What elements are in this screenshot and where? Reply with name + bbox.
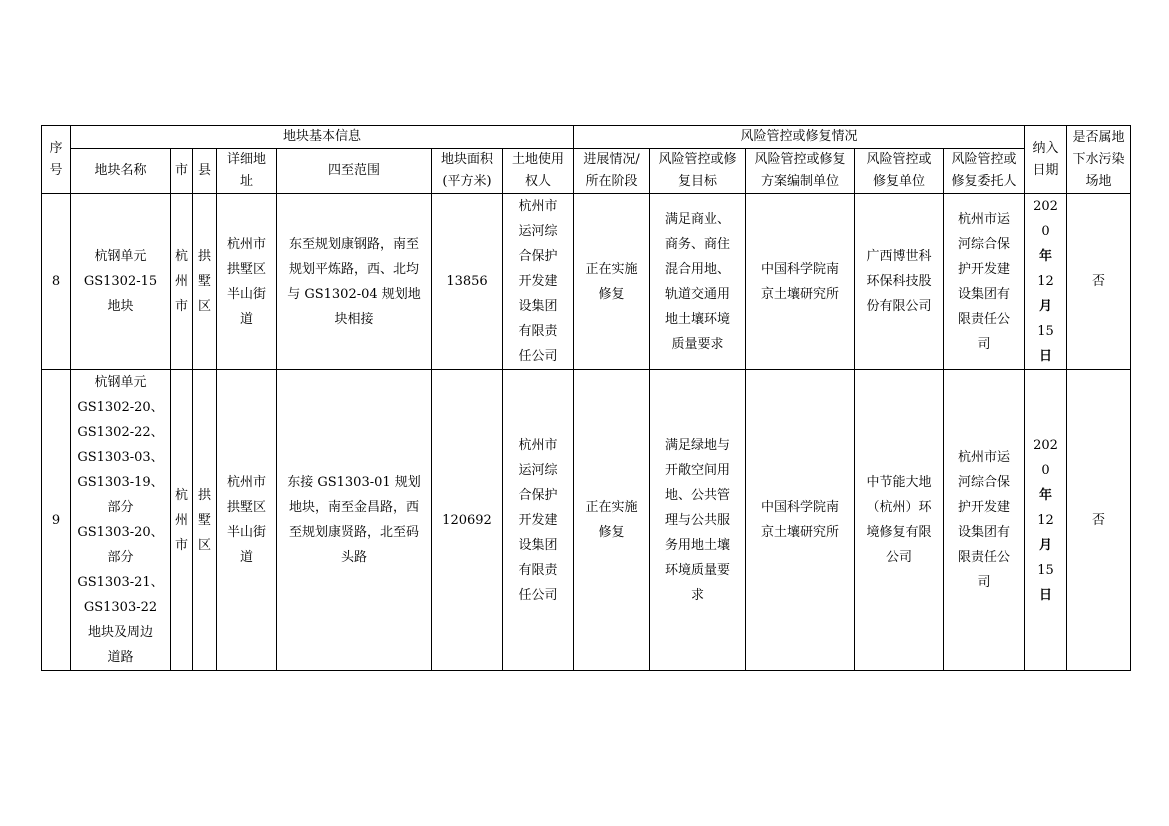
date-month-unit: 月: [1039, 537, 1053, 553]
table-row: [42, 370, 1131, 671]
header-target: 风险管控或修 复目标: [650, 149, 746, 194]
date-day: 15: [1037, 324, 1054, 339]
header-plan-unit: 风险管控或修复 方案编制单位: [746, 149, 855, 194]
cell-county: 拱 墅 区: [193, 194, 217, 370]
cell-area: 13856: [432, 194, 503, 370]
header-county: 县: [193, 149, 217, 194]
date-year-unit: 年: [1039, 487, 1053, 503]
cell-include-date: [1025, 370, 1067, 671]
header-boundary: 四至范围: [277, 149, 432, 194]
date-month: 12: [1037, 274, 1054, 289]
date-year: 202 0: [1033, 437, 1058, 478]
cell-county: 拱 墅 区: [193, 370, 217, 671]
cell-progress: 正在实施 修复: [574, 194, 650, 370]
cell-name: 杭钢单元 GS1302-20、 GS1302-22、 GS1303-03、 GS1303-19、 部分 GS1303-20、 部分 GS1303-21、 GS1303-22 地块及周边 道路: [71, 370, 171, 671]
header-client: 风险管控或 修复委托人: [944, 149, 1025, 194]
table-row: [42, 194, 1131, 370]
cell-boundary: 东至规划康钢路，南至 规划平炼路，西、北均 与 GS1302-04 规划地 块相接: [277, 194, 432, 370]
header-area: 地块面积 (平方米): [432, 149, 503, 194]
cell-repair-unit: 广西博世科 环保科技股 份有限公司: [855, 194, 944, 370]
header-repair-unit: 风险管控或 修复单位: [855, 149, 944, 194]
cell-city: 杭 州 市: [171, 370, 193, 671]
header-basic-info: 地块基本信息: [71, 126, 574, 149]
date-day: 15: [1037, 562, 1054, 578]
cell-boundary: 东接 GS1303-01 规划 地块，南至金昌路，西 至规划康贤路，北至码 头路: [277, 370, 432, 671]
cell-target: 满足绿地与 开敞空间用 地、公共管 理与公共服 务用地土壤 环境质量要 求: [650, 370, 746, 671]
header-address: 详细地 址: [217, 149, 277, 194]
header-land-user: 土地使用 权人: [503, 149, 574, 194]
cell-plan-unit: 中国科学院南 京土壤研究所: [746, 194, 855, 370]
cell-progress: 正在实施 修复: [574, 370, 650, 671]
cell-seq: 9: [42, 370, 71, 671]
cell-city: 杭 州 市: [171, 194, 193, 370]
cell-repair-unit: 中节能大地 （杭州）环 境修复有限 公司: [855, 370, 944, 671]
date-day-unit: 日: [1039, 349, 1053, 364]
cell-seq: 8: [42, 194, 71, 370]
cell-client: 杭州市运 河综合保 护开发建 设集团有 限责任公 司: [944, 194, 1025, 370]
cell-plan-unit: 中国科学院南 京土壤研究所: [746, 370, 855, 671]
cell-groundwater: 否: [1067, 370, 1131, 671]
cell-address: 杭州市 拱墅区 半山街 道: [217, 194, 277, 370]
header-groundwater: 是否属地 下水污染 场地: [1067, 126, 1131, 194]
date-day-unit: 日: [1039, 587, 1053, 603]
header-city: 市: [171, 149, 193, 194]
cell-address: 杭州市 拱墅区 半山街 道: [217, 370, 277, 671]
cell-target: 满足商业、 商务、商住 混合用地、 轨道交通用 地土壤环境 质量要求: [650, 194, 746, 370]
date-month: 12: [1037, 512, 1054, 528]
cell-name: 杭钢单元 GS1302-15 地块: [71, 194, 171, 370]
header-name: 地块名称: [71, 149, 171, 194]
date-year: 202 0: [1033, 199, 1058, 239]
header-include-date: 纳入 日期: [1025, 126, 1067, 194]
cell-groundwater: 否: [1067, 194, 1131, 370]
date-year-unit: 年: [1039, 249, 1053, 264]
header-seq: 序 号: [42, 126, 71, 194]
header-progress: 进展情况/ 所在阶段: [574, 149, 650, 194]
cell-area: 120692: [432, 370, 503, 671]
contaminated-site-table: [41, 125, 1131, 671]
header-risk-control: 风险管控或修复情况: [574, 126, 1025, 149]
cell-client: 杭州市运 河综合保 护开发建 设集团有 限责任公 司: [944, 370, 1025, 671]
cell-include-date: [1025, 194, 1067, 370]
date-month-unit: 月: [1039, 299, 1053, 314]
cell-land-user: 杭州市 运河综 合保护 开发建 设集团 有限责 任公司: [503, 194, 574, 370]
cell-land-user: 杭州市 运河综 合保护 开发建 设集团 有限责 任公司: [503, 370, 574, 671]
